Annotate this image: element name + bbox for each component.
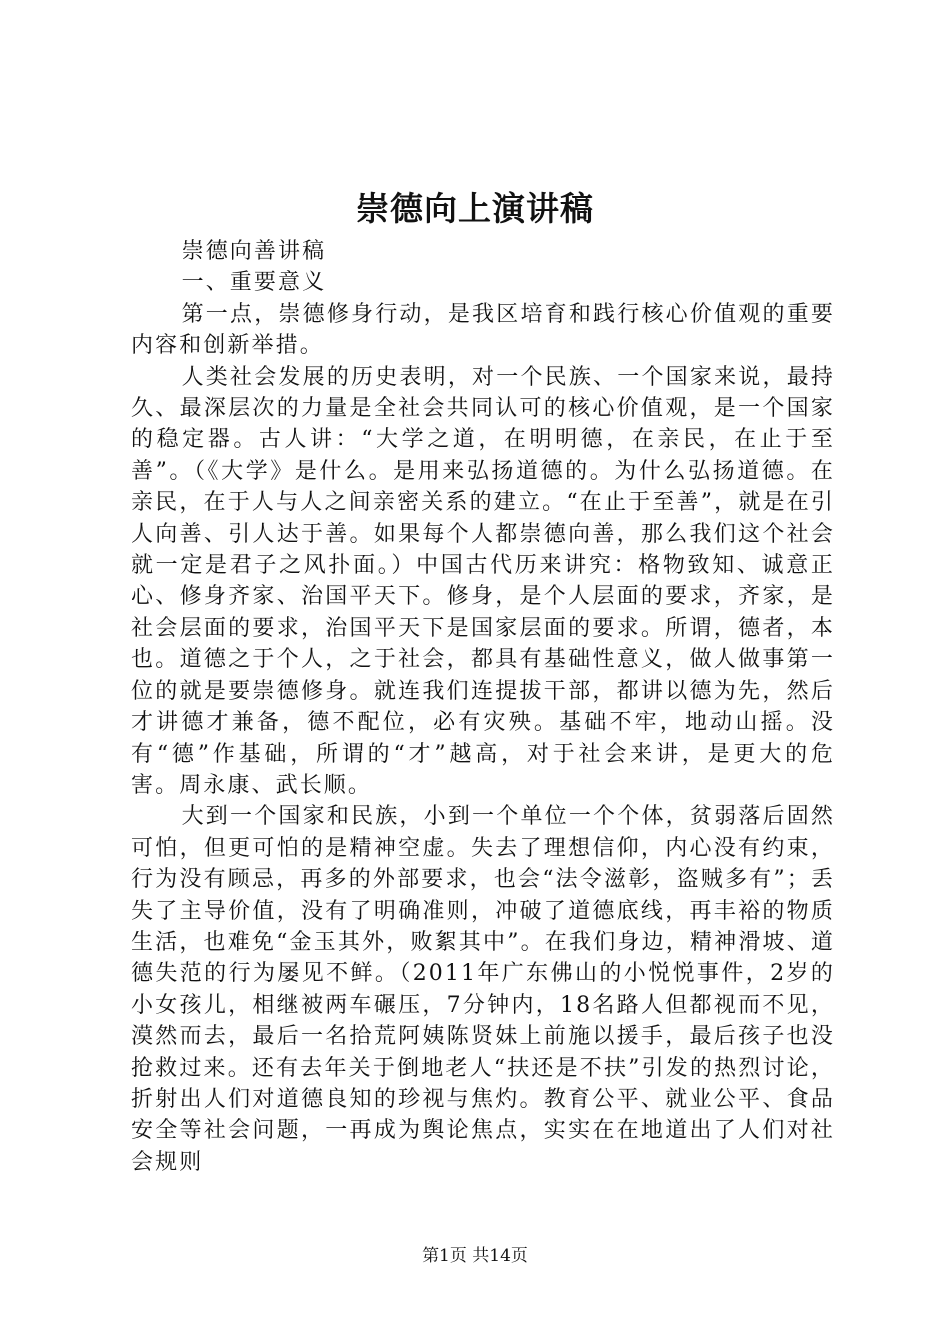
subtitle-paragraph: 崇德向善讲稿 — [181, 239, 327, 264]
body-paragraph: 人类社会发展的历史表明，对一个民族、一个国家来说，最持久、最深层次的力量是全社会共同认可的核心价值观，是一个国家的稳定器。古人讲：“大学之道，在明明德，在亲民，在止于至善”。（《大学》是什么。是用来弘扬道德的。为什么弘扬道德。在亲民，在于人与人之间亲密关系的建立。“在止于至善”，就是在引人向善、引人达于善。如果每个人都崇德向善，那么我们这个社会就一定是君子之风扑面。）中国古代历来讲究：格物致知、诚意正心、修身齐家、治国平天下。修身，是个人层面的要求，齐家，是社会层面的要求，治国平天下是国家层面的要求。所谓，德者，本也。道德之于个人，之于社会，都具有基础性意义，做人做事第一位的就是要崇德修身。就连我们连提拔干部，都讲以德为先，然后才讲德才兼备，德不配位，必有灾殃。基础不牢，地动山摇。没有“德”作基础，所谓的“才”越高，对于社会来讲，是更大的危害。周永康、武长顺。 — [131, 364, 835, 798]
document-body — [131, 236, 835, 1178]
section-heading: 一、重要意义 — [181, 270, 327, 296]
page-number-footer: 第1页 共14页 — [422, 1246, 528, 1266]
document-title: 崇德向上演讲稿 — [356, 189, 594, 228]
body-paragraph: 第一点，崇德修身行动，是我区培育和践行核心价值观的重要内容和创新举措。 — [131, 301, 835, 359]
body-paragraph: 大到一个国家和民族，小到一个单位一个个体，贫弱落后固然可怕，但更可怕的是精神空虚。失去了理想信仰，内心没有约束，行为没有顾忌，再多的外部要求，也会“法令滋彰，盗贼多有”；丢失了主导价值，没有了明确准则，冲破了道德底线，再丰裕的物质生活，也难免“金玉其外，败絮其中”。在我们身边，精神滑坡、道德失范的行为屡见不鲜。（2011年广东佛山的小悦悦事件，2岁的小女孩儿，相继被两车碾压，7分钟内，18名路人但都视而不见，漠然而去，最后一名拾荒阿姨陈贤妹上前施以援手，最后孩子也没抢救过来。还有去年关于倒地老人“扶还是不扶”引发的热烈讨论，折射出人们对道德良知的珍视与焦灼。教育公平、就业公平、食品安全等社会问题，一再成为舆论焦点，实实在在地道出了人们对社会规则 — [131, 804, 835, 1175]
